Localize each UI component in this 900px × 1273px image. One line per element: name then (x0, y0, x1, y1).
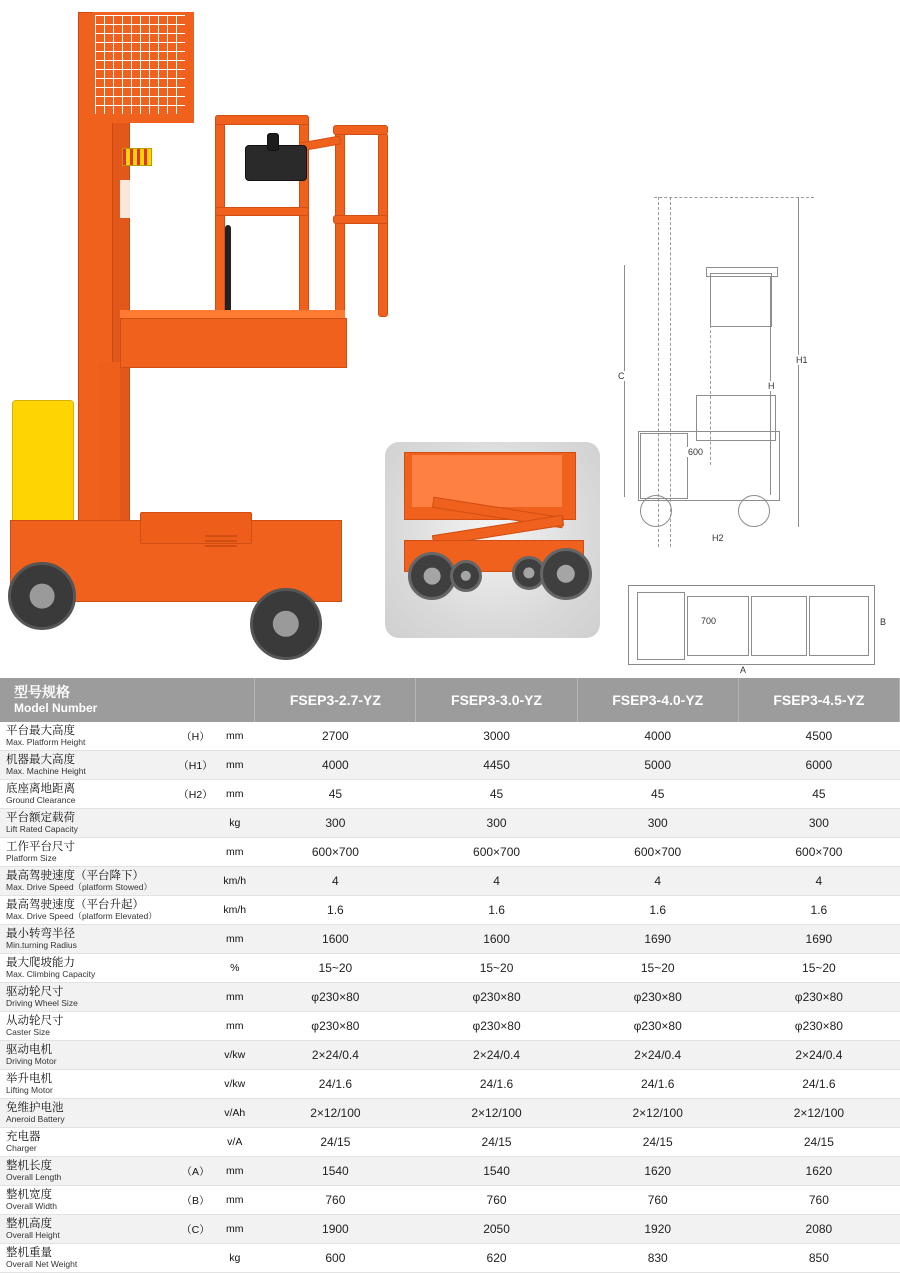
spec-value-cell: 24/15 (255, 1128, 416, 1157)
spec-row-unit: v/kw (215, 1070, 255, 1099)
table-row (0, 722, 900, 751)
dim-label-h2: H2 (712, 533, 724, 543)
dim-axis-c (624, 265, 625, 497)
spec-value-cell: 24/15 (416, 1128, 577, 1157)
spec-value-cell: 24/1.6 (255, 1070, 416, 1099)
spec-value-cell: 300 (738, 809, 899, 838)
spec-value-cell: φ230×80 (416, 1012, 577, 1041)
spec-value-cell: 1600 (255, 925, 416, 954)
spec-value-cell: 1620 (577, 1157, 738, 1186)
spec-value-cell: 2×24/0.4 (255, 1041, 416, 1070)
spec-value-cell: φ230×80 (577, 983, 738, 1012)
spec-row-label-en: Lifting Motor (6, 1084, 53, 1095)
spec-row-label (0, 751, 176, 780)
spec-value-cell: 4000 (577, 722, 738, 751)
spec-row-label-cn: 驱动轮尺寸 (6, 986, 64, 998)
table-row (0, 1099, 900, 1128)
spec-row-label-cn: 平台最大高度 (6, 725, 75, 737)
spec-row-label (0, 983, 176, 1012)
spec-value-cell: 2050 (416, 1215, 577, 1244)
rail-mid-front (215, 207, 309, 216)
spec-row-label-cn: 驱动电机 (6, 1044, 52, 1056)
spec-row-label (0, 1099, 176, 1128)
machine-illustration (0, 0, 400, 678)
rail-mid-rear (333, 215, 388, 224)
table-row (0, 1186, 900, 1215)
spec-value-cell: 45 (577, 780, 738, 809)
spec-value-cell: 1540 (416, 1157, 577, 1186)
spec-row-code (176, 1070, 214, 1099)
spec-row-label-cn: 举升电机 (6, 1073, 52, 1085)
spec-row-code (176, 867, 214, 896)
platform-outline-top (710, 273, 772, 327)
spec-row-label-cn: 整机宽度 (6, 1189, 52, 1201)
spec-row-label-cn: 整机长度 (6, 1160, 52, 1172)
spec-value-cell: 24/1.6 (577, 1070, 738, 1099)
caster-wheel-right (250, 588, 322, 660)
spec-row-label-en: Overall Height (6, 1229, 60, 1240)
spec-value-cell: 4 (416, 867, 577, 896)
rail-top-front (215, 115, 309, 125)
guard-mesh (95, 15, 185, 114)
spec-row-unit: mm (215, 751, 255, 780)
spec-row-label-en: Lift Rated Capacity (6, 823, 78, 834)
table-row (0, 809, 900, 838)
table-row (0, 838, 900, 867)
spec-value-cell: φ230×80 (255, 1012, 416, 1041)
model-column-0: FSEP3-2.7-YZ (255, 678, 416, 722)
table-row (0, 1244, 900, 1273)
spec-value-cell: 1920 (577, 1215, 738, 1244)
table-row (0, 1041, 900, 1070)
spec-value-cell: 24/15 (738, 1128, 899, 1157)
vent-slots (205, 535, 237, 549)
spec-value-cell: 15~20 (738, 954, 899, 983)
spec-row-label-en: Max. Platform Height (6, 736, 86, 747)
spec-row-label-cn: 最大爬坡能力 (6, 957, 75, 969)
spec-value-cell: 24/1.6 (738, 1070, 899, 1099)
top-view-platform (687, 596, 749, 656)
spec-row-label-cn: 最高驾驶速度（平台升起） (6, 899, 144, 911)
spec-row-label-cn: 底座离地距离 (6, 783, 75, 795)
spec-row-label (0, 1012, 176, 1041)
spec-value-cell: 2700 (255, 722, 416, 751)
spec-row-label (0, 838, 176, 867)
spec-value-cell: 760 (577, 1186, 738, 1215)
table-row (0, 925, 900, 954)
spec-row-unit: mm (215, 925, 255, 954)
spec-value-cell: 850 (738, 1244, 899, 1273)
spec-value-cell: 300 (255, 809, 416, 838)
dim-label-a: A (740, 665, 747, 675)
specification-table (0, 678, 900, 1273)
spec-value-cell: 4 (577, 867, 738, 896)
spec-value-cell: 5000 (577, 751, 738, 780)
dim-label-h1: H1 (796, 355, 808, 365)
spec-row-label (0, 1070, 176, 1099)
spec-value-cell: 1900 (255, 1215, 416, 1244)
spec-row-label (0, 867, 176, 896)
spec-row-unit: kg (215, 1244, 255, 1273)
spec-value-cell: 760 (416, 1186, 577, 1215)
table-row (0, 1215, 900, 1244)
table-row (0, 1128, 900, 1157)
model-column-1: FSEP3-3.0-YZ (416, 678, 577, 722)
spec-row-label (0, 780, 176, 809)
spec-row-code (176, 1012, 214, 1041)
spec-value-cell: 620 (416, 1244, 577, 1273)
mast-lower-section (98, 362, 120, 542)
spec-row-code (176, 925, 214, 954)
top-view-chassis (637, 592, 685, 660)
spec-value-cell: 1.6 (416, 896, 577, 925)
spec-row-code: （A） (176, 1157, 214, 1186)
spec-table-head (0, 678, 900, 722)
spec-header-title (0, 678, 255, 722)
spec-value-cell: 45 (738, 780, 899, 809)
dim-label-600: 600 (688, 447, 704, 457)
spec-header-row (0, 678, 900, 722)
spec-value-cell: 600×700 (738, 838, 899, 867)
spec-header-title-en: Model Number (14, 701, 98, 716)
spec-row-label (0, 1186, 176, 1215)
spec-value-cell: 45 (255, 780, 416, 809)
spec-row-unit: km/h (215, 896, 255, 925)
spec-value-cell: 15~20 (255, 954, 416, 983)
spec-row-label (0, 1041, 176, 1070)
spec-value-cell: φ230×80 (577, 1012, 738, 1041)
spec-row-label-cn: 工作平台尺寸 (6, 841, 75, 853)
spec-row-code (176, 1244, 214, 1273)
spec-row-unit: mm (215, 1157, 255, 1186)
platform-deck (120, 318, 347, 368)
spec-row-label-en: Max. Drive Speed（platform Stowed） (6, 881, 152, 892)
spec-row-label-en: Overall Length (6, 1171, 62, 1182)
spec-row-label (0, 1157, 176, 1186)
spec-value-cell: 1.6 (738, 896, 899, 925)
spec-row-unit: kg (215, 809, 255, 838)
top-view-drawing (628, 585, 875, 665)
joystick (267, 133, 279, 151)
spec-row-label-cn: 最高驾驶速度（平台降下） (6, 870, 144, 882)
closeup-scissor-arms (432, 505, 562, 545)
spec-row-code (176, 983, 214, 1012)
spec-row-label-en: Overall Net Weight (6, 1258, 78, 1269)
spec-row-label (0, 1215, 176, 1244)
spec-value-cell: 1690 (577, 925, 738, 954)
spec-row-label-en: Max. Drive Speed（platform Elevated） (6, 910, 157, 921)
base-outline (638, 431, 780, 501)
spec-value-cell: 4450 (416, 751, 577, 780)
spec-value-cell: 4 (738, 867, 899, 896)
spec-row-code: （H1） (176, 751, 214, 780)
spec-row-unit: mm (215, 780, 255, 809)
spec-value-cell: 24/1.6 (416, 1070, 577, 1099)
spec-value-cell: φ230×80 (255, 983, 416, 1012)
spec-row-unit: v/A (215, 1128, 255, 1157)
model-column-2: FSEP3-4.0-YZ (577, 678, 738, 722)
spec-table (0, 678, 900, 1273)
spec-value-cell: 15~20 (577, 954, 738, 983)
spec-row-unit: % (215, 954, 255, 983)
spec-row-unit: mm (215, 1215, 255, 1244)
spec-value-cell: 2×24/0.4 (416, 1041, 577, 1070)
table-row (0, 983, 900, 1012)
spec-value-cell: 2×12/100 (416, 1099, 577, 1128)
spec-row-label (0, 925, 176, 954)
spec-row-label-cn: 免维护电池 (6, 1102, 64, 1114)
warning-sticker (122, 148, 152, 166)
spec-value-cell: 2×12/100 (255, 1099, 416, 1128)
cable (225, 225, 231, 315)
spec-value-cell: 1.6 (577, 896, 738, 925)
spec-value-cell: 6000 (738, 751, 899, 780)
spec-value-cell: 45 (416, 780, 577, 809)
battery-compartment (12, 400, 74, 522)
spec-row-label-en: Aneroid Battery (6, 1113, 65, 1124)
spec-row-code (176, 896, 214, 925)
spec-row-label (0, 1244, 176, 1273)
spec-row-unit: v/kw (215, 1041, 255, 1070)
spec-row-unit: v/Ah (215, 1099, 255, 1128)
spec-row-label-cn: 从动轮尺寸 (6, 1015, 64, 1027)
spec-row-label (0, 954, 176, 983)
spec-value-cell: 760 (255, 1186, 416, 1215)
side-wheel-rear (738, 495, 770, 527)
rail-top-rear (333, 125, 388, 135)
spec-value-cell: φ230×80 (738, 1012, 899, 1041)
spec-value-cell: 1540 (255, 1157, 416, 1186)
spec-value-cell: φ230×80 (416, 983, 577, 1012)
rail-post-right (378, 133, 388, 317)
spec-row-label (0, 722, 176, 751)
spec-table-body (0, 722, 900, 1273)
spec-value-cell: 24/15 (577, 1128, 738, 1157)
table-row (0, 1070, 900, 1099)
spec-value-cell: 1.6 (255, 896, 416, 925)
spec-row-code: （H） (176, 722, 214, 751)
spec-value-cell: 2×24/0.4 (738, 1041, 899, 1070)
table-row (0, 751, 900, 780)
spec-row-label-en: Platform Size (6, 852, 57, 863)
table-row (0, 867, 900, 896)
spec-row-code (176, 1099, 214, 1128)
brand-plate (120, 180, 134, 218)
spec-value-cell: 3000 (416, 722, 577, 751)
spec-row-label-cn: 平台额定载荷 (6, 812, 75, 824)
spec-row-code (176, 1041, 214, 1070)
dim-line-top (654, 197, 814, 198)
spec-row-label-en: Charger (6, 1142, 37, 1153)
drive-wheel-left (8, 562, 76, 630)
spec-row-label (0, 896, 176, 925)
spec-value-cell: 2×12/100 (577, 1099, 738, 1128)
table-row (0, 954, 900, 983)
spec-row-code: （B） (176, 1186, 214, 1215)
spec-row-unit: km/h (215, 867, 255, 896)
spec-value-cell: 4000 (255, 751, 416, 780)
spec-row-label-en: Driving Wheel Size (6, 997, 78, 1008)
spec-row-label (0, 1128, 176, 1157)
spec-row-label-cn: 机器最大高度 (6, 754, 75, 766)
side-view-drawing (610, 185, 895, 580)
spec-value-cell: 830 (577, 1244, 738, 1273)
spec-row-unit: mm (215, 722, 255, 751)
spec-row-label-en: Min.turning Radius (6, 939, 77, 950)
top-view-deck (751, 596, 807, 656)
spec-row-label-en: Max. Machine Height (6, 765, 86, 776)
spec-row-unit: mm (215, 983, 255, 1012)
spec-row-code: （C） (176, 1215, 214, 1244)
spec-row-label-cn: 最小转弯半径 (6, 928, 75, 940)
dim-label-b: B (880, 617, 887, 627)
spec-value-cell: 600 (255, 1244, 416, 1273)
table-row (0, 1012, 900, 1041)
spec-row-label-en: Max. Climbing Capacity (6, 968, 96, 979)
spec-value-cell: 4500 (738, 722, 899, 751)
spec-row-label-en: Caster Size (6, 1026, 50, 1037)
spec-value-cell: 4 (255, 867, 416, 896)
platform-railing (215, 115, 390, 320)
spec-value-cell: φ230×80 (738, 983, 899, 1012)
spec-value-cell: 600×700 (577, 838, 738, 867)
spec-value-cell: 600×700 (416, 838, 577, 867)
spec-value-cell: 1600 (416, 925, 577, 954)
spec-row-code (176, 809, 214, 838)
spec-row-code (176, 838, 214, 867)
spec-row-code (176, 1128, 214, 1157)
top-view-rear (809, 596, 869, 656)
spec-row-code (176, 954, 214, 983)
spec-row-unit: mm (215, 1186, 255, 1215)
spec-value-cell: 760 (738, 1186, 899, 1215)
spec-row-label-en: Ground Clearance (6, 794, 76, 805)
model-column-3: FSEP3-4.5-YZ (738, 678, 899, 722)
dim-label-c: C (618, 371, 625, 381)
closeup-wheel-left (408, 552, 456, 600)
spec-row-unit: mm (215, 1012, 255, 1041)
closeup-wheel-right (540, 548, 592, 600)
spec-row-label-cn: 充电器 (6, 1131, 41, 1143)
spec-value-cell: 2080 (738, 1215, 899, 1244)
table-row (0, 896, 900, 925)
spec-value-cell: 1690 (738, 925, 899, 954)
dim-label-h: H (768, 381, 775, 391)
spec-value-cell: 300 (577, 809, 738, 838)
spec-value-cell: 600×700 (255, 838, 416, 867)
spec-row-label-cn: 整机高度 (6, 1218, 52, 1230)
side-wheel-front (640, 495, 672, 527)
platform-rail-outline (706, 267, 778, 277)
spec-row-code: （H2） (176, 780, 214, 809)
spec-row-label-en: Driving Motor (6, 1055, 57, 1066)
spec-value-cell: 15~20 (416, 954, 577, 983)
spec-row-label-en: Overall Width (6, 1200, 58, 1211)
spec-header-title-cn: 型号规格 (14, 683, 70, 700)
spec-row-label-cn: 整机重量 (6, 1247, 52, 1259)
spec-value-cell: 2×12/100 (738, 1099, 899, 1128)
closeup-caster-small-left (450, 560, 482, 592)
table-row (0, 780, 900, 809)
dim-label-700: 700 (701, 616, 717, 626)
rail-post-left (215, 115, 225, 322)
technical-drawings (610, 185, 895, 675)
spec-value-cell: 2×24/0.4 (577, 1041, 738, 1070)
spec-row-unit: mm (215, 838, 255, 867)
table-row (0, 1157, 900, 1186)
spec-row-label (0, 809, 176, 838)
spec-value-cell: 300 (416, 809, 577, 838)
spec-value-cell: 1620 (738, 1157, 899, 1186)
